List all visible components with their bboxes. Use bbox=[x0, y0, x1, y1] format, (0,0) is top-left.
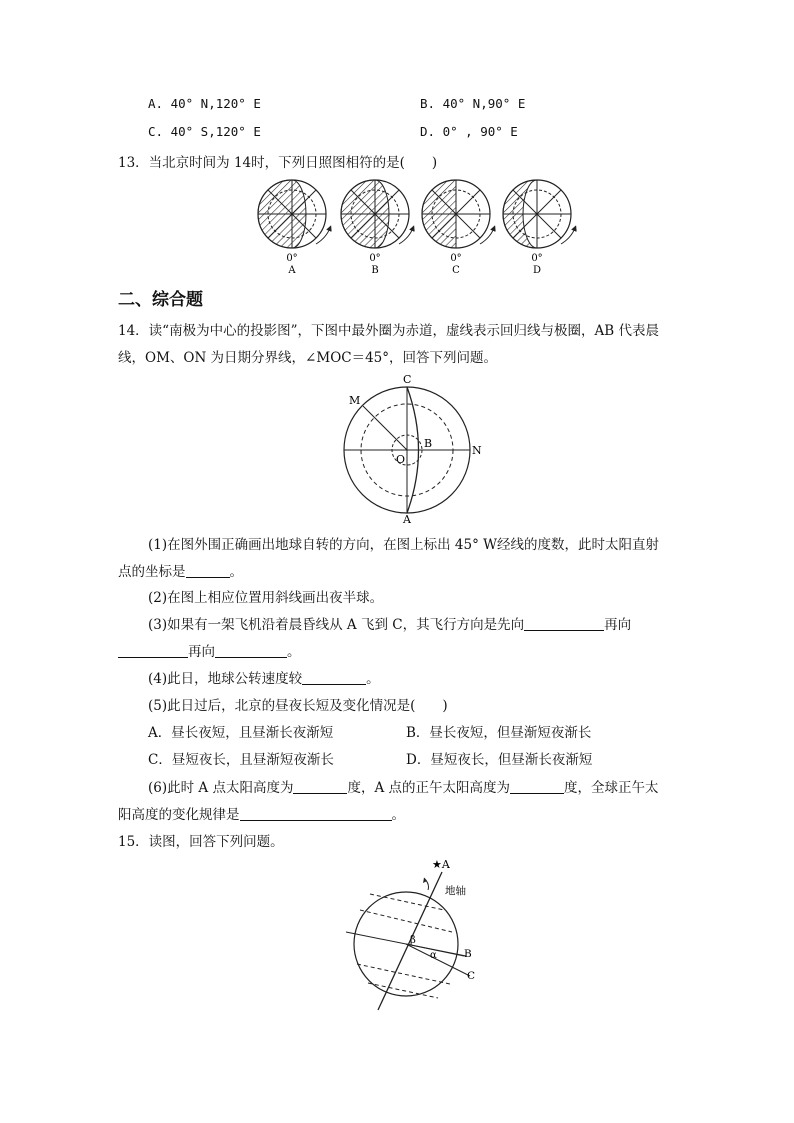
answer-blank[interactable] bbox=[240, 806, 392, 821]
answer-blank[interactable] bbox=[302, 670, 366, 685]
q14-p1-line2: 点的坐标是 。 bbox=[118, 564, 243, 580]
q14-label-b: B bbox=[424, 437, 433, 450]
q13-figure-a bbox=[258, 180, 330, 248]
q14-p5: (5)此日过后，北京的昼夜长短及变化情况是( ) bbox=[148, 698, 448, 714]
q14-p3-line1: (3)如果有一架飞机沿着晨昏线从 A 飞到 C，其飞行方向是先向 再向 bbox=[148, 617, 632, 633]
q14-p5-option-c: C．昼短夜长，且昼渐短夜渐长 bbox=[148, 752, 334, 768]
answer-blank[interactable] bbox=[510, 779, 564, 794]
q15-label-alpha: α bbox=[430, 950, 437, 961]
q12-option-a: A. 40° N,120° E bbox=[148, 96, 261, 111]
q13-d-degree: 0° bbox=[531, 253, 543, 264]
answer-blank[interactable] bbox=[524, 616, 604, 631]
q13-b-label: B bbox=[371, 265, 379, 276]
q14-p5-option-d: D．昼短夜长，但昼渐长夜渐短 bbox=[406, 752, 593, 768]
section-heading: 二、综合题 bbox=[118, 290, 203, 310]
q13-figures bbox=[250, 178, 580, 278]
q14-label-c: C bbox=[403, 373, 412, 386]
q13-d-label: D bbox=[532, 265, 542, 276]
q14-label-a: A bbox=[403, 513, 411, 524]
q13-b-degree: 0° bbox=[369, 253, 381, 264]
q14-label-n: N bbox=[472, 444, 482, 457]
q12-option-d: D. 0° , 90° E bbox=[420, 124, 518, 139]
q15-label-b: B bbox=[464, 948, 472, 960]
q13-c-degree: 0° bbox=[450, 253, 462, 264]
q13-figure-b bbox=[341, 180, 413, 248]
q13-figure-d bbox=[503, 180, 575, 248]
q14-p6-line2: 阳高度的变化规律是 。 bbox=[118, 807, 405, 823]
q14-p6-line1: (6)此时 A 点太阳高度为 度，A 点的正午太阳高度为 度，全球正午太 bbox=[148, 780, 659, 796]
q13-a-degree: 0° bbox=[286, 253, 298, 264]
q13-c-label: C bbox=[452, 265, 460, 276]
q14-p3-line2: 再向 。 bbox=[118, 640, 301, 660]
q14-label-m: M bbox=[349, 394, 361, 407]
q14-p5-option-b: B．昼长夜短，但昼渐短夜渐长 bbox=[406, 725, 592, 741]
q13-stem: 13．当北京时间为 14时，下列日照图相符的是( ) bbox=[118, 155, 438, 171]
q12-option-b: B. 40° N,90° E bbox=[420, 96, 526, 111]
q15-label-star: ★A bbox=[432, 858, 450, 871]
answer-blank[interactable] bbox=[293, 779, 347, 794]
q12-option-c: C. 40° S,120° E bbox=[148, 124, 261, 139]
q13-a-label: A bbox=[288, 265, 296, 276]
q14-p2: (2)在图上相应位置用斜线画出夜半球。 bbox=[148, 590, 384, 606]
q14-stem-line2: 线，OM、ON 为日期分界线，∠MOC＝45°，回答下列问题。 bbox=[118, 350, 498, 366]
q14-p4: (4)此日，地球公转速度较 。 bbox=[148, 671, 380, 687]
q13-figure-c bbox=[422, 180, 494, 248]
q14-p1-line1: (1)在图外围正确画出地球自转的方向，在图上标出 45° W经线的度数，此时太阳直射 bbox=[148, 537, 660, 553]
q15-stem: 15．读图，回答下列问题。 bbox=[118, 834, 284, 850]
q14-stem-line1: 14．读“南极为中心的投影图”，下图中最外圈为赤道，虚线表示回归线与极圈，AB 代表晨 bbox=[118, 323, 659, 339]
q14-p5-option-a: A．昼长夜短，且昼渐长夜渐短 bbox=[148, 725, 334, 741]
q15-label-axis: 地轴 bbox=[445, 885, 466, 897]
q15-label-c: C bbox=[467, 970, 476, 982]
q14-label-o: O bbox=[396, 453, 406, 466]
answer-blank[interactable] bbox=[215, 643, 287, 658]
answer-blank[interactable] bbox=[186, 563, 230, 578]
answer-blank[interactable] bbox=[118, 643, 188, 658]
q15-figure bbox=[340, 852, 490, 1012]
q15-label-beta: β bbox=[410, 935, 416, 946]
q14-figure bbox=[335, 372, 495, 524]
